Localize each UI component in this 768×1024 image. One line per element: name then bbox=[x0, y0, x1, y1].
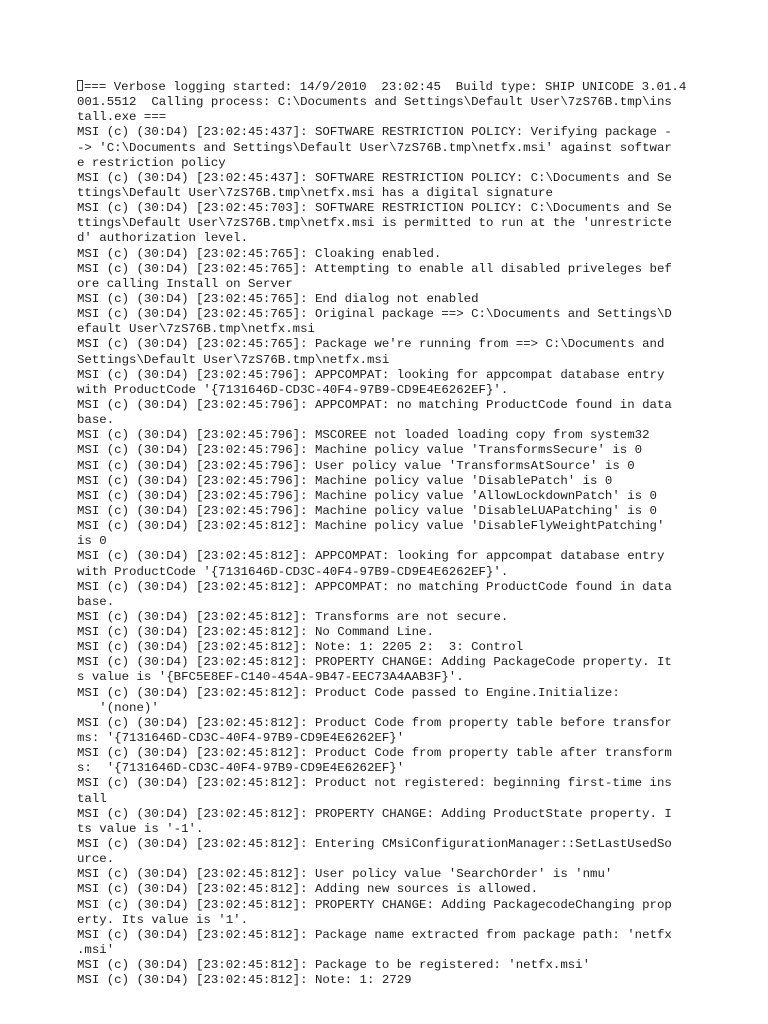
log-line-text: -> 'C:\Documents and Settings\Default User\7zS76B.tmp\netfx.msi' against softwar bbox=[77, 140, 672, 155]
log-line bbox=[77, 670, 686, 685]
log-line bbox=[77, 247, 686, 262]
log-line-text: s value is '{BFC5E8EF-C140-454A-9B47-EEC73A4AAB3F}'. bbox=[77, 670, 464, 685]
log-line-text: 001.5512 Calling process: C:\Documents and Settings\Default User\7zS76B.tmp\ins bbox=[77, 95, 672, 110]
log-line bbox=[77, 701, 686, 716]
log-line bbox=[77, 746, 686, 761]
log-line-text: MSI (c) (30:D4) [23:02:45:812]: Package to be registered: 'netfx.msi' bbox=[77, 958, 591, 973]
log-line-text: d' authorization level. bbox=[77, 231, 249, 246]
log-line bbox=[77, 534, 686, 549]
log-line bbox=[77, 277, 686, 292]
log-line bbox=[77, 171, 686, 186]
log-text bbox=[77, 80, 686, 988]
log-line-text: MSI (c) (30:D4) [23:02:45:796]: Machine policy value 'DisablePatch' is 0 bbox=[77, 473, 613, 488]
log-line-text: MSI (c) (30:D4) [23:02:45:812]: Transforms are not secure. bbox=[77, 609, 509, 624]
missing-glyph-icon bbox=[77, 80, 83, 91]
log-line-text: MSI (c) (30:D4) [23:02:45:812]: PROPERTY CHANGE: Adding PackageCode property. It bbox=[77, 655, 672, 670]
log-line bbox=[77, 459, 686, 474]
log-line bbox=[77, 504, 686, 519]
log-line-text: MSI (c) (30:D4) [23:02:45:796]: APPCOMPAT: looking for appcompat database entry bbox=[77, 367, 665, 382]
log-line-text: MSI (c) (30:D4) [23:02:45:812]: Package name extracted from package path: 'netfx bbox=[77, 927, 672, 942]
log-line bbox=[77, 943, 686, 958]
log-line bbox=[77, 95, 686, 110]
log-line-text: urce. bbox=[77, 852, 115, 867]
log-line bbox=[77, 156, 686, 171]
log-line bbox=[77, 216, 686, 231]
log-line-text: MSI (c) (30:D4) [23:02:45:812]: Product Code passed to Engine.Initialize: bbox=[77, 685, 620, 700]
log-line-text: MSI (c) (30:D4) [23:02:45:765]: Attempting to enable all disabled priveleges bef bbox=[77, 261, 672, 276]
log-line bbox=[77, 837, 686, 852]
log-line bbox=[77, 565, 686, 580]
log-line bbox=[77, 353, 686, 368]
log-line-text: Settings\Default User\7zS76B.tmp\netfx.msi bbox=[77, 352, 390, 367]
log-line-text: ore calling Install on Server bbox=[77, 276, 293, 291]
log-line-text: MSI (c) (30:D4) [23:02:45:812]: User policy value 'SearchOrder' is 'nmu' bbox=[77, 867, 613, 882]
log-line-text: MSI (c) (30:D4) [23:02:45:812]: PROPERTY CHANGE: Adding ProductState property. I bbox=[77, 806, 672, 821]
log-line bbox=[77, 822, 686, 837]
log-line-text: base. bbox=[77, 594, 115, 609]
log-line bbox=[77, 867, 686, 882]
log-line-text: MSI (c) (30:D4) [23:02:45:812]: APPCOMPAT: looking for appcompat database entry bbox=[77, 549, 665, 564]
log-line-text: base. bbox=[77, 413, 115, 428]
log-line bbox=[77, 80, 686, 95]
log-line bbox=[77, 322, 686, 337]
log-line bbox=[77, 928, 686, 943]
log-line-text: MSI (c) (30:D4) [23:02:45:812]: APPCOMPAT: no matching ProductCode found in data bbox=[77, 579, 672, 594]
log-line bbox=[77, 262, 686, 277]
log-line bbox=[77, 231, 686, 246]
log-line bbox=[77, 716, 686, 731]
log-line bbox=[77, 125, 686, 140]
log-line bbox=[77, 549, 686, 564]
log-line bbox=[77, 882, 686, 897]
log-line-text: MSI (c) (30:D4) [23:02:45:796]: MSCOREE not loaded loading copy from system32 bbox=[77, 428, 650, 443]
log-line bbox=[77, 428, 686, 443]
log-line bbox=[77, 792, 686, 807]
log-line bbox=[77, 201, 686, 216]
log-line-text: efault User\7zS76B.tmp\netfx.msi bbox=[77, 322, 315, 337]
log-line bbox=[77, 186, 686, 201]
log-line-text: MSI (c) (30:D4) [23:02:45:812]: Product Code from property table before transfor bbox=[77, 715, 672, 730]
log-line-text: MSI (c) (30:D4) [23:02:45:437]: SOFTWARE RESTRICTION POLICY: C:\Documents and Se bbox=[77, 170, 672, 185]
log-line bbox=[77, 610, 686, 625]
log-line-text: MSI (c) (30:D4) [23:02:45:812]: Product Code from property table after transform bbox=[77, 746, 672, 761]
log-line-text: MSI (c) (30:D4) [23:02:45:812]: Entering CMsiConfigurationManager::SetLastUsedSo bbox=[77, 837, 672, 852]
log-line-text: === Verbose logging started: 14/9/2010 23:02:45 Build type: SHIP UNICODE 3.01.4 bbox=[84, 80, 687, 94]
log-line bbox=[77, 686, 686, 701]
log-line-text: with ProductCode '{7131646D-CD3C-40F4-97B9-CD9E4E6262EF}'. bbox=[77, 382, 509, 397]
log-line bbox=[77, 580, 686, 595]
log-line bbox=[77, 383, 686, 398]
log-line-text: e restriction policy bbox=[77, 155, 226, 170]
log-line-text: is 0 bbox=[77, 534, 107, 549]
log-line bbox=[77, 655, 686, 670]
log-line bbox=[77, 731, 686, 746]
log-line bbox=[77, 368, 686, 383]
log-line-text: ttings\Default User\7zS76B.tmp\netfx.msi is permitted to run at the 'unrestricte bbox=[77, 216, 672, 231]
log-line bbox=[77, 307, 686, 322]
log-line-text: ttings\Default User\7zS76B.tmp\netfx.msi has a digital signature bbox=[77, 185, 553, 200]
log-line bbox=[77, 413, 686, 428]
log-line bbox=[77, 807, 686, 822]
log-line-text: erty. Its value is '1'. bbox=[77, 912, 249, 927]
log-line bbox=[77, 776, 686, 791]
log-line bbox=[77, 443, 686, 458]
log-line bbox=[77, 852, 686, 867]
log-line bbox=[77, 913, 686, 928]
log-line bbox=[77, 489, 686, 504]
log-line-text: MSI (c) (30:D4) [23:02:45:796]: User policy value 'TransformsAtSource' is 0 bbox=[77, 458, 635, 473]
log-line bbox=[77, 625, 686, 640]
log-line bbox=[77, 519, 686, 534]
log-line bbox=[77, 595, 686, 610]
log-line-text: tall bbox=[77, 791, 107, 806]
log-line bbox=[77, 761, 686, 776]
log-line-text: ms: '{7131646D-CD3C-40F4-97B9-CD9E4E6262EF}' bbox=[77, 731, 405, 746]
log-line-text: MSI (c) (30:D4) [23:02:45:796]: Machine policy value 'AllowLockdownPatch' is 0 bbox=[77, 488, 657, 503]
log-line-text: MSI (c) (30:D4) [23:02:45:812]: PROPERTY CHANGE: Adding PackagecodeChanging prop bbox=[77, 897, 672, 912]
log-line bbox=[77, 898, 686, 913]
log-line bbox=[77, 958, 686, 973]
log-line-text: '(none)' bbox=[77, 700, 159, 715]
log-line-text: MSI (c) (30:D4) [23:02:45:812]: No Command Line. bbox=[77, 625, 434, 640]
log-line-text: MSI (c) (30:D4) [23:02:45:812]: Product not registered: beginning first-time ins bbox=[77, 776, 672, 791]
log-line-text: MSI (c) (30:D4) [23:02:45:765]: End dialog not enabled bbox=[77, 291, 479, 306]
log-line-text: with ProductCode '{7131646D-CD3C-40F4-97B9-CD9E4E6262EF}'. bbox=[77, 564, 509, 579]
log-line-text: MSI (c) (30:D4) [23:02:45:765]: Package we're running from ==> C:\Documents and bbox=[77, 337, 665, 352]
log-line-text: MSI (c) (30:D4) [23:02:45:812]: Note: 1: 2729 bbox=[77, 973, 412, 988]
log-line-text: MSI (c) (30:D4) [23:02:45:812]: Note: 1: 2205 2: 3: Control bbox=[77, 640, 524, 655]
log-line bbox=[77, 292, 686, 307]
log-line-text: MSI (c) (30:D4) [23:02:45:796]: APPCOMPAT: no matching ProductCode found in data bbox=[77, 397, 672, 412]
log-line bbox=[77, 110, 686, 125]
log-line-text: MSI (c) (30:D4) [23:02:45:765]: Cloaking enabled. bbox=[77, 246, 442, 261]
log-line-text: MSI (c) (30:D4) [23:02:45:703]: SOFTWARE RESTRICTION POLICY: C:\Documents and Se bbox=[77, 201, 672, 216]
log-line bbox=[77, 398, 686, 413]
log-line-text: .msi' bbox=[77, 943, 115, 958]
log-line bbox=[77, 973, 686, 988]
log-line-text: s: '{7131646D-CD3C-40F4-97B9-CD9E4E6262EF}' bbox=[77, 761, 405, 776]
log-line-text: MSI (c) (30:D4) [23:02:45:796]: Machine policy value 'DisableLUAPatching' is 0 bbox=[77, 503, 657, 518]
log-line bbox=[77, 141, 686, 156]
log-line-text: MSI (c) (30:D4) [23:02:45:812]: Machine policy value 'DisableFlyWeightPatching' bbox=[77, 519, 665, 534]
log-line bbox=[77, 337, 686, 352]
log-line-text: MSI (c) (30:D4) [23:02:45:796]: Machine policy value 'TransformsSecure' is 0 bbox=[77, 443, 643, 458]
log-line bbox=[77, 474, 686, 489]
log-line-text: tall.exe === bbox=[77, 110, 167, 125]
log-line-text: MSI (c) (30:D4) [23:02:45:437]: SOFTWARE RESTRICTION POLICY: Verifying package - bbox=[77, 125, 672, 140]
log-line-text: ts value is '-1'. bbox=[77, 821, 204, 836]
log-line-text: MSI (c) (30:D4) [23:02:45:765]: Original package ==> C:\Documents and Settings\D bbox=[77, 307, 672, 322]
log-line bbox=[77, 640, 686, 655]
log-line-text: MSI (c) (30:D4) [23:02:45:812]: Adding new sources is allowed. bbox=[77, 882, 539, 897]
